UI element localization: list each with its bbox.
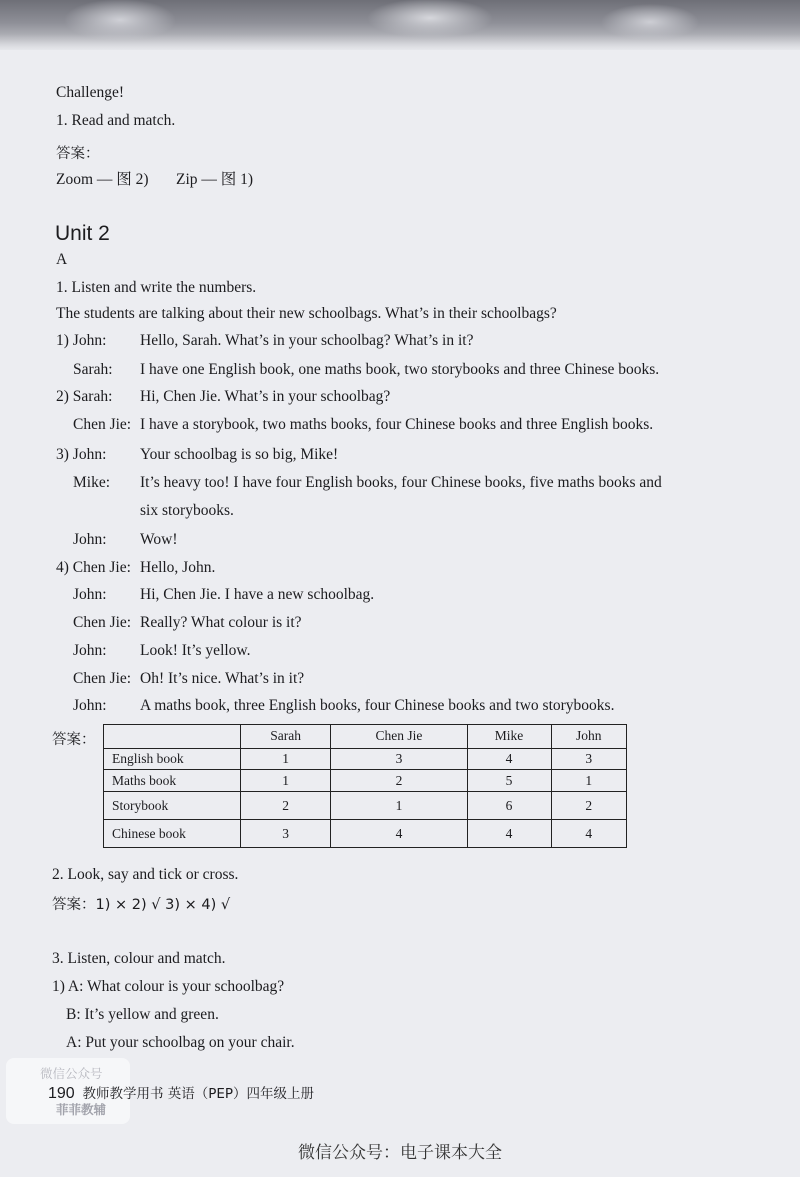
exercise-1-answer-label: 答案： [52,732,96,748]
table-header-cell [104,725,241,749]
table-cell: 4 [467,748,551,770]
dialogue-speaker: 4) Chen Jie: [56,559,131,576]
dialogue-text: Look! It’s yellow. [140,642,251,659]
exercise-3-line: A: Put your schoolbag on your chair. [66,1034,295,1051]
dialogue-text: Really? What colour is it? [140,614,302,631]
table-cell: 4 [467,820,551,848]
dialogue-speaker: John: [73,531,107,548]
table-cell: 3 [551,748,626,770]
challenge-match-1: Zoom — 图 2) [56,171,149,188]
bleed-through-text [560,70,795,990]
watermark-line-2: 菲菲教辅 [56,1102,107,1117]
table-cell: 4 [551,820,626,848]
challenge-item-1: 1. Read and match. [56,112,176,129]
table-cell: 2 [331,770,467,792]
dialogue-text: Hello, Sarah. What’s in your schoolbag? What’s in it? [140,332,474,349]
table-row [104,748,627,770]
table-row-label: Maths book [104,770,241,792]
exercise-3-line: 1) A: What colour is your schoolbag? [52,978,285,995]
table-header-cell: Mike [467,725,551,749]
dialogue-text: six storybooks. [140,502,234,519]
header-fade [0,34,800,64]
dialogue-speaker: Chen Jie: [73,614,132,631]
section-label: A [56,251,68,268]
table-header-cell: John [551,725,626,749]
table-row [104,820,627,848]
table-row [104,770,627,792]
dialogue-text: I have one English book, one maths book, two storybooks and three Chinese books. [140,361,660,378]
dialogue-text: Oh! It’s nice. What’s in it? [140,670,305,687]
dialogue-speaker: 3) John: [56,446,107,463]
dialogue-text: Hello, John. [140,559,216,576]
table-cell: 1 [551,770,626,792]
dialogue-speaker: Chen Jie: [73,416,132,433]
dialogue-text: A maths book, three English books, four Chinese books and two storybooks. [140,697,615,714]
challenge-match-2: Zip — 图 1) [176,171,254,188]
table-cell: 6 [467,792,551,820]
exercise-2-title: 2. Look, say and tick or cross. [52,866,239,883]
table-cell: 5 [467,770,551,792]
dialogue-text: Your schoolbag is so big, Mike! [140,446,339,463]
watermark-line-1: 微信公众号 [40,1066,103,1081]
dialogue-speaker: John: [73,697,107,714]
table-row-label: Storybook [104,792,241,820]
table-cell: 2 [551,792,626,820]
table-cell: 3 [331,748,467,770]
exercise-3-line: B: It’s yellow and green. [66,1006,219,1023]
unit-title: Unit 2 [55,222,110,245]
table-row-label: English book [104,748,241,770]
dialogue-text: Hi, Chen Jie. What’s in your schoolbag? [140,388,391,405]
answer-table [103,724,627,848]
table-cell: 2 [241,792,331,820]
table-cell: 3 [241,820,331,848]
dialogue-speaker: Mike: [73,474,111,491]
exercise-2-answer: 答案：1) × 2) √ 3) × 4) √ [52,897,231,913]
dialogue-text: It’s heavy too! I have four English books, four Chinese books, five maths books and [140,474,662,491]
watermark-caption: 微信公众号：电子课本大全 [298,1143,502,1163]
dialogue-text: I have a storybook, two maths books, four Chinese books and three English books. [140,416,654,433]
dialogue-speaker: Chen Jie: [73,670,132,687]
table-header-cell: Sarah [241,725,331,749]
dialogue-speaker: 1) John: [56,332,107,349]
book-title: 教师教学用书 英语（PEP）四年级上册 [82,1086,315,1102]
dialogue-text: Wow! [140,531,178,548]
table-row [104,792,627,820]
challenge-answer-label: 答案： [56,146,100,162]
dialogue-speaker: John: [73,586,107,603]
page-number: 190 [48,1085,75,1102]
page-footer [48,1082,314,1103]
table-cell: 1 [241,748,331,770]
table-header-cell: Chen Jie [331,725,467,749]
dialogue-text: Hi, Chen Jie. I have a new schoolbag. [140,586,375,603]
dialogue-speaker: John: [73,642,107,659]
table-header-row [104,725,627,749]
dialogue-speaker: 2) Sarah: [56,388,113,405]
exercise-3-title: 3. Listen, colour and match. [52,950,226,967]
dialogue-speaker: Sarah: [73,361,113,378]
exercise-1-title: 1. Listen and write the numbers. [56,279,257,296]
exercise-1-intro: The students are talking about their new schoolbags. What’s in their schoolbags? [56,305,557,322]
table-cell: 1 [331,792,467,820]
table-row-label: Chinese book [104,820,241,848]
challenge-title: Challenge! [56,84,125,101]
table-cell: 4 [331,820,467,848]
table-cell: 1 [241,770,331,792]
